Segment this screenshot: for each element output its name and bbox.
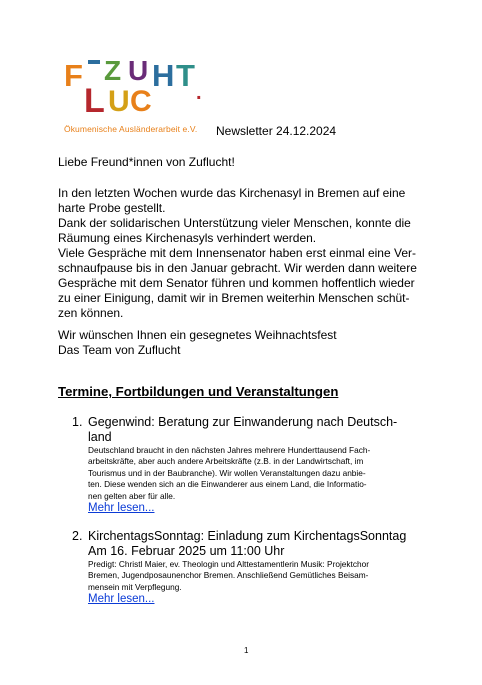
section-heading: Termine, Fortbildungen und Veranstaltungen bbox=[58, 384, 339, 399]
item-description bbox=[88, 445, 433, 502]
intro-line: Gespräche mit dem Senator führen und kommen hoffentlich wieder bbox=[58, 276, 415, 290]
logo-letter-h: H bbox=[152, 58, 175, 93]
page-number: 1 bbox=[244, 646, 249, 655]
item-title bbox=[88, 529, 433, 559]
intro-line: zen können. bbox=[58, 306, 124, 320]
intro-line: schnaufpause bis in den Januar gebracht. Wir werden dann weitere bbox=[58, 261, 417, 275]
item-desc-line: Tourismus und in der Baubranche). Wir wollen Veranstaltungen dazu anbie- bbox=[88, 467, 366, 478]
logo-letter-u: U bbox=[128, 55, 149, 86]
closing bbox=[58, 328, 430, 358]
logo-letter-c: C bbox=[130, 85, 152, 118]
item-title-line: land bbox=[88, 430, 112, 444]
item-desc-line: Bremen, Jugendposaunenchor Bremen. Anschließend Gemütliches Beisam- bbox=[88, 570, 369, 581]
item-desc-line: Deutschland braucht in den nächsten Jahres mehrere Hunderttausend Fach- bbox=[88, 445, 371, 455]
logo-letter-l-top bbox=[88, 60, 100, 64]
logo-letter-u-bottom: U bbox=[108, 85, 130, 118]
intro-line: Räumung eines Kirchenasyls verhindert werden. bbox=[58, 231, 317, 245]
intro-line: harte Probe gestellt. bbox=[58, 201, 166, 215]
item-desc-line: Predigt: Christl Maier, ev. Theologin und Alttestamentlerin Musik: Projektchor bbox=[88, 559, 369, 569]
logo-letter-z: Z bbox=[104, 55, 122, 86]
greeting: Liebe Freund*innen von Zuflucht! bbox=[58, 155, 235, 169]
item-number: 2. bbox=[72, 529, 83, 543]
item-desc-line: ten. Diese wenden sich an die Einwanderer aus einem Land, die Informatio- bbox=[88, 479, 367, 490]
logo-letter-dot: . bbox=[196, 82, 202, 104]
logo-letter-l: L bbox=[84, 82, 105, 120]
item-title-line: Gegenwind: Beratung zur Einwanderung nach Deutsch- bbox=[88, 415, 398, 429]
item-title-line: Am 16. Februar 2025 um 11:00 Uhr bbox=[88, 544, 285, 558]
logo-letter-f: F bbox=[64, 58, 83, 93]
item-title-line: KirchentagsSonntag: Einladung zum KirchentagsSonntag bbox=[88, 529, 407, 543]
logo-subtitle: Ökumenische Ausländerarbeit e.V. bbox=[64, 124, 198, 134]
item-desc-line: arbeitskräfte, aber auch andere Arbeitskräfte (z.B. in der Landwirtschaft, im bbox=[88, 456, 364, 467]
item-description bbox=[88, 559, 433, 593]
logo-letter-t: T bbox=[176, 58, 195, 93]
intro-paragraph bbox=[58, 186, 430, 321]
intro-line: zu einer Einigung, damit wir in Bremen weiterhin Menschen schüt- bbox=[58, 291, 410, 305]
mehr-lesen-link[interactable]: Mehr lesen... bbox=[88, 502, 155, 514]
intro-line: Viele Gespräche mit dem Innensenator haben erst einmal eine Ver- bbox=[58, 246, 416, 260]
closing-line: Das Team von Zuflucht bbox=[58, 343, 181, 357]
item-desc-line: mensein mit Verpflegung. bbox=[88, 581, 182, 592]
item-desc-line: nen gelten aber für alle. bbox=[88, 490, 176, 501]
closing-line: Wir wünschen Ihnen ein gesegnetes Weihnachtsfest bbox=[58, 328, 337, 342]
intro-line: Dank der solidarischen Unterstützung vieler Menschen, konnte die bbox=[58, 216, 411, 230]
item-title bbox=[88, 415, 433, 445]
newsletter-date: Newsletter 24.12.2024 bbox=[216, 124, 337, 138]
mehr-lesen-link[interactable]: Mehr lesen... bbox=[88, 593, 155, 605]
intro-line: In den letzten Wochen wurde das Kirchenasyl in Bremen auf eine bbox=[58, 186, 406, 200]
item-number: 1. bbox=[72, 415, 83, 429]
